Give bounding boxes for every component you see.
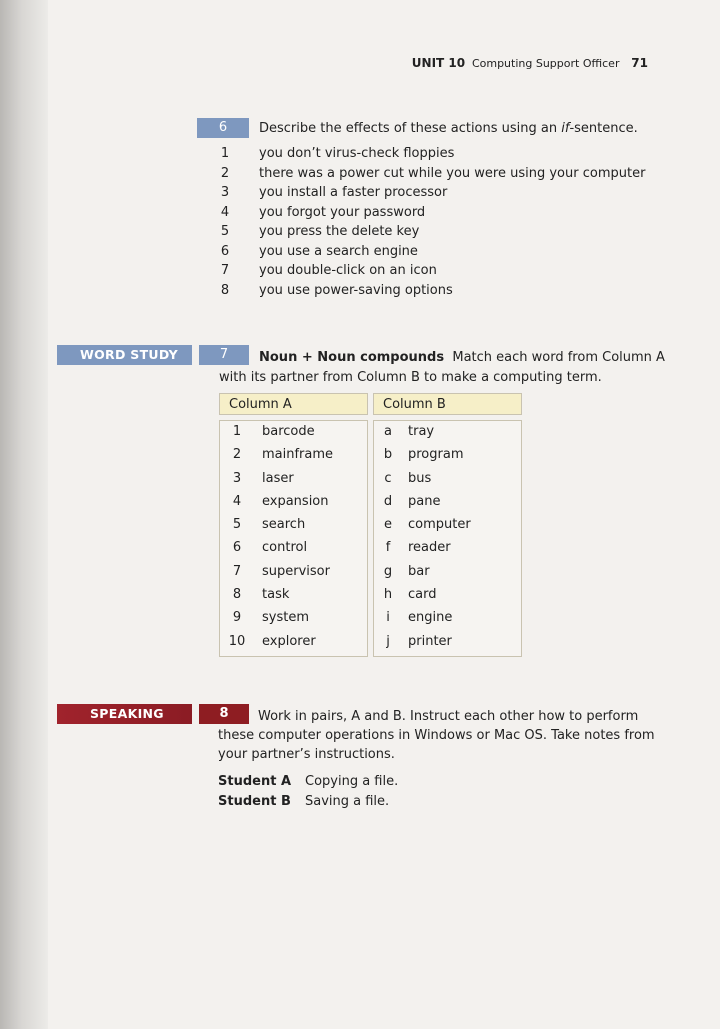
row-term: laser <box>262 470 294 486</box>
row-label: 6 <box>232 540 242 556</box>
table-row <box>220 561 367 584</box>
row-term: bar <box>408 563 430 579</box>
row-term: explorer <box>262 633 316 649</box>
list-item-text: you don’t virus-check floppies <box>259 146 455 161</box>
row-label: 3 <box>232 470 242 486</box>
chapter-title: Computing Support Officer <box>471 57 620 70</box>
row-term: engine <box>408 610 453 626</box>
row-label: b <box>383 447 393 463</box>
row-term: card <box>408 587 437 603</box>
row-label: 4 <box>232 493 242 509</box>
row-term: barcode <box>262 424 315 439</box>
row-term: control <box>262 540 308 556</box>
list-item-number: 8 <box>220 282 230 298</box>
table-row <box>374 631 521 654</box>
list-item-number: 7 <box>220 263 230 278</box>
exercise-8-number-badge: 8 <box>199 704 249 724</box>
row-term: reader <box>408 540 451 556</box>
list-item-text: you install a faster processor <box>259 185 448 200</box>
page-number: 71 <box>631 56 648 70</box>
exercise-8-instruction-line2: these computer operations in Windows or Mac OS. Take notes from <box>218 728 655 743</box>
list-item-number: 5 <box>220 224 230 239</box>
list-item-text: you press the delete key <box>259 224 420 239</box>
table-row <box>374 607 521 630</box>
row-label: g <box>383 563 393 579</box>
exercise-8-instruction-line1: Work in pairs, A and B. Instruct each other how to perform <box>258 709 639 724</box>
column-a-header: Column A <box>219 393 368 415</box>
student-a-label: Student A <box>218 774 292 789</box>
table-row <box>374 468 521 491</box>
row-label: c <box>384 470 392 486</box>
list-item-number: 4 <box>220 204 230 220</box>
exercise-7-title: Noun + Noun compounds <box>259 350 445 365</box>
table-row <box>220 631 367 654</box>
page-header <box>412 56 648 70</box>
table-row <box>220 584 367 607</box>
student-b-label: Student B <box>218 794 291 809</box>
row-label: 7 <box>232 563 242 579</box>
list-item-number: 6 <box>220 243 230 259</box>
exercise-7-number-badge: 7 <box>199 345 249 365</box>
row-label: 1 <box>232 424 242 439</box>
row-label: f <box>385 540 391 556</box>
list-item-number: 3 <box>220 185 230 200</box>
row-term: tray <box>408 424 435 439</box>
table-row <box>374 444 521 467</box>
exercise-6-number-badge: 6 <box>197 118 249 138</box>
table-row <box>374 514 521 537</box>
row-label: 5 <box>232 517 242 533</box>
row-term: supervisor <box>262 563 330 579</box>
exercise-8-instruction-line3: your partner’s instructions. <box>218 747 395 762</box>
student-b-task: Saving a file. <box>305 794 390 809</box>
column-b-header: Column B <box>373 393 522 415</box>
row-label: 8 <box>232 587 242 603</box>
unit-label: UNIT 10 <box>411 56 466 70</box>
list-item-text: you double-click on an icon <box>259 263 437 278</box>
table-row <box>220 537 367 560</box>
row-label: h <box>383 587 393 603</box>
column-a-list <box>219 420 368 657</box>
table-row <box>220 607 367 630</box>
instruction-text-post: -sentence. <box>569 121 638 136</box>
row-term: system <box>262 610 309 626</box>
list-item-number: 2 <box>220 165 230 181</box>
list-item-text: you use a search engine <box>259 243 418 259</box>
speaking-section-label: SPEAKING <box>57 704 192 724</box>
row-term: task <box>262 587 290 603</box>
row-term: pane <box>408 493 441 509</box>
table-row <box>374 491 521 514</box>
word-study-section-label: WORD STUDY <box>57 345 192 365</box>
row-label: 10 <box>228 633 246 649</box>
column-b-list <box>373 420 522 657</box>
row-label: a <box>384 424 392 439</box>
instruction-text-pre: Describe the effects of these actions using an <box>259 121 562 136</box>
table-row <box>220 421 367 444</box>
instruction-emphasis: if <box>561 121 570 136</box>
table-row <box>374 584 521 607</box>
table-row <box>220 514 367 537</box>
table-row <box>220 444 367 467</box>
book-spine-shadow <box>0 0 48 1029</box>
row-label: 2 <box>232 447 242 463</box>
table-row <box>220 491 367 514</box>
table-row <box>220 468 367 491</box>
student-a-task: Copying a file. <box>305 774 399 789</box>
row-label: j <box>386 633 390 649</box>
exercise-7-instruction-text: Match each word from Column A <box>452 350 665 365</box>
list-item-text: you use power-saving options <box>259 282 453 298</box>
row-term: printer <box>408 633 452 649</box>
list-item-number: 1 <box>220 146 230 161</box>
row-term: bus <box>408 470 432 486</box>
row-label: 9 <box>232 610 242 626</box>
row-label: e <box>384 517 392 533</box>
row-term: computer <box>408 517 471 533</box>
list-item-text: there was a power cut while you were using your computer <box>259 165 646 181</box>
row-label: i <box>386 610 390 626</box>
table-row <box>374 561 521 584</box>
row-term: search <box>262 517 306 533</box>
row-term: expansion <box>262 493 329 509</box>
exercise-7-instruction-line2: with its partner from Column B to make a computing term. <box>219 370 602 385</box>
row-label: d <box>383 493 393 509</box>
table-row <box>374 537 521 560</box>
row-term: mainframe <box>262 447 334 463</box>
row-term: program <box>408 447 464 463</box>
table-row <box>374 421 521 444</box>
exercise-7-instruction-line1 <box>259 348 665 367</box>
exercise-6-instruction <box>259 119 638 138</box>
list-item-text: you forgot your password <box>259 204 426 220</box>
